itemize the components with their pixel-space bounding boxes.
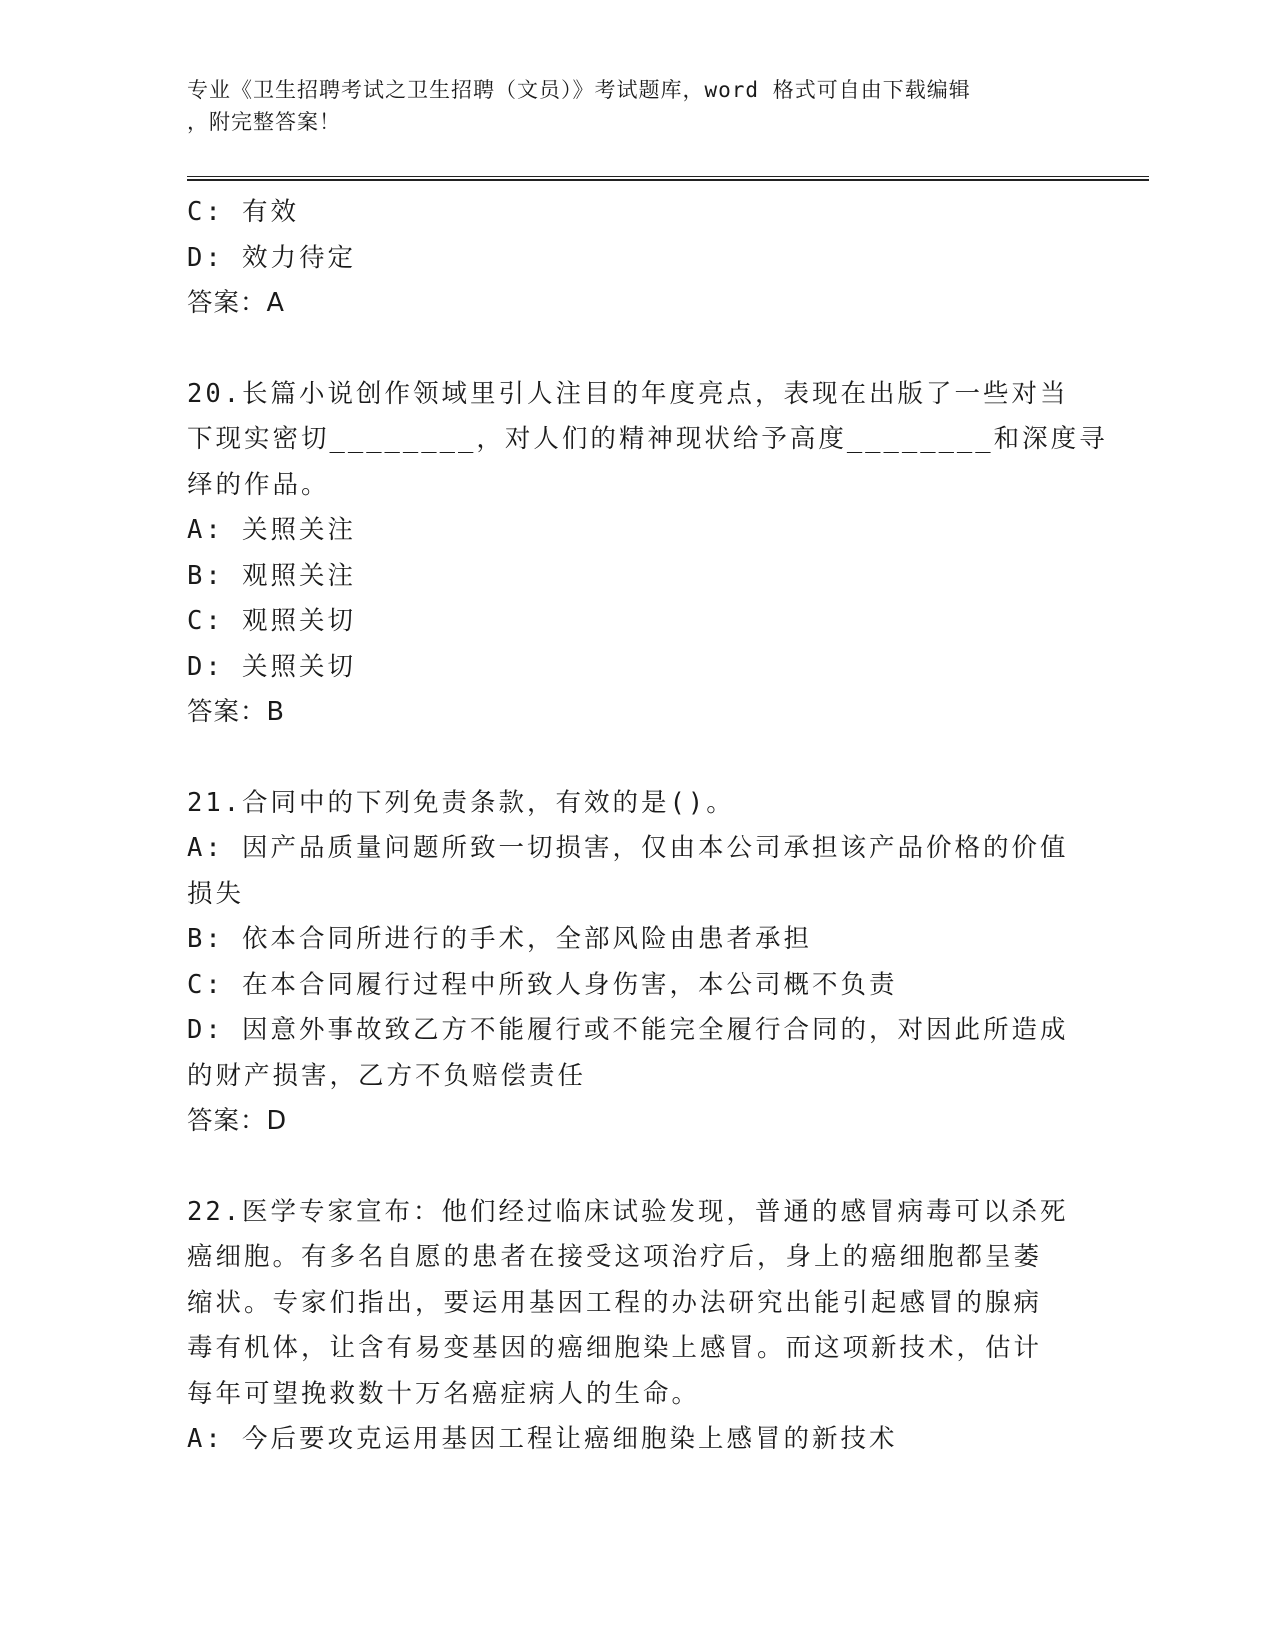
header-divider xyxy=(187,176,1149,181)
question-text-line: 20.长篇小说创作领域里引人注目的年度亮点，表现在出版了一些对当 xyxy=(187,378,1069,409)
option-c: C: 在本合同履行过程中所致人身伤害，本公司概不负责 xyxy=(187,969,898,1000)
option-b: B: 依本合同所进行的手术，全部风险由患者承担 xyxy=(187,924,813,954)
question-text-line: 21.合同中的下列免责条款，有效的是()。 xyxy=(187,787,735,818)
option-d-continued: 的财产损害，乙方不负赔偿责任 xyxy=(187,1060,587,1091)
option-a: A: 因产品质量问题所致一切损害，仅由本公司承担该产品价格的价值 xyxy=(187,833,1069,863)
option-a-continued: 损失 xyxy=(187,878,245,909)
header-line-2: ，附完整答案！ xyxy=(187,110,341,134)
option-a: A: 今后要攻克运用基因工程让癌细胞染上感冒的新技术 xyxy=(187,1424,898,1454)
question-text-line: 缩状。专家们指出，要运用基因工程的办法研究出能引起感冒的腺病 xyxy=(187,1287,1043,1318)
question-text-line: 绎的作品。 xyxy=(187,469,330,500)
option-d: D: 关照关切 xyxy=(187,651,357,682)
previous-question-tail xyxy=(187,190,1067,327)
option-d: D: 效力待定 xyxy=(187,242,357,273)
question-text-line: 每年可望挽救数十万名癌症病人的生命。 xyxy=(187,1378,701,1409)
question-text-line: 毒有机体，让含有易变基因的癌细胞染上感冒。而这项新技术，估计 xyxy=(187,1333,1043,1363)
question-text-line: 22.医学专家宣布：他们经过临床试验发现，普通的感冒病毒可以杀死 xyxy=(187,1196,1069,1227)
spacer xyxy=(187,736,1067,781)
answer-line: 答案：A xyxy=(187,288,285,318)
question-content xyxy=(187,190,1108,1463)
question-text-line: 癌细胞。有多名自愿的患者在接受这项治疗后，身上的癌细胞都呈萎 xyxy=(187,1242,1043,1272)
answer-line: 答案：B xyxy=(187,697,285,727)
option-a: A: 关照关注 xyxy=(187,515,357,545)
page-header xyxy=(187,74,1067,138)
spacer xyxy=(187,1145,1067,1190)
option-d: D: 因意外事故致乙方不能履行或不能完全履行合同的，对因此所造成 xyxy=(187,1015,1069,1045)
question-21 xyxy=(187,781,1067,1145)
spacer xyxy=(187,327,1067,372)
answer-line: 答案：D xyxy=(187,1106,288,1136)
option-b: B: 观照关注 xyxy=(187,560,357,591)
question-20 xyxy=(187,372,1108,736)
document-page xyxy=(187,0,1137,1650)
question-22 xyxy=(187,1190,1067,1463)
header-line-1: 专业《卫生招聘考试之卫生招聘（文员）》考试题库，word 格式可自由下载编辑 xyxy=(187,78,971,102)
question-text-line: 下现实密切________，对人们的精神现状给予高度________和深度寻 xyxy=(187,424,1108,454)
option-c: C: 有效 xyxy=(187,197,300,227)
option-c: C: 观照关切 xyxy=(187,606,357,636)
